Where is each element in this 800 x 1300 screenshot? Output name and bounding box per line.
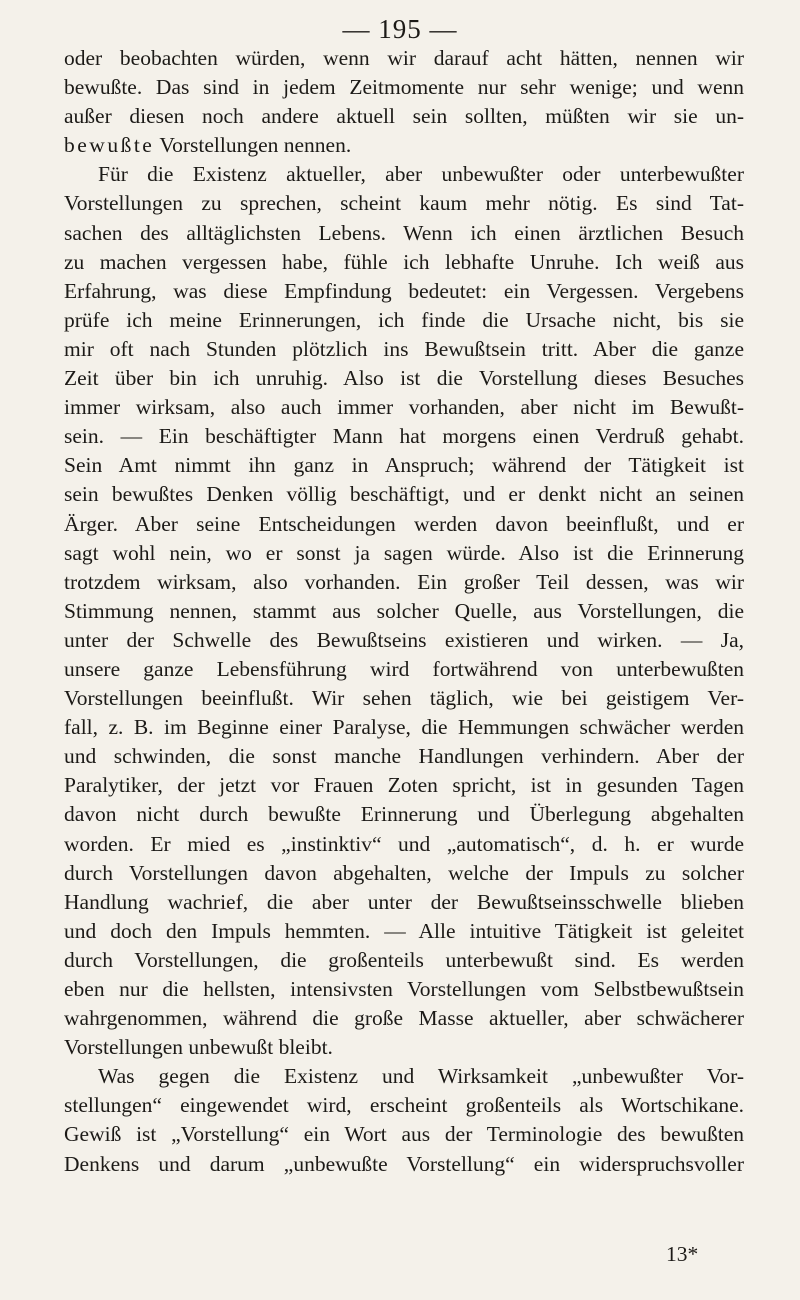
text-line: Was gegen die Existenz und Wirksamkeit „unbewußter Vor- <box>98 1064 744 1089</box>
text-line: außer diesen noch andere aktuell sein sollten, müßten wir sie un- <box>64 104 744 129</box>
text-line: Vorstellungen beeinflußt. Wir sehen täglich, wie bei geistigem Ver- <box>64 686 744 711</box>
text-line: Sein Amt nimmt ihn ganz in Anspruch; während der Tätigkeit ist <box>64 453 744 478</box>
text-line: und doch den Impuls hemmten. — Alle intuitive Tätigkeit ist geleitet <box>64 918 744 943</box>
text-line: fall, z. B. im Beginne einer Paralyse, die Hemmungen schwächer werden <box>64 715 744 740</box>
text-line: Erfahrung, was diese Empfindung bedeutet: ein Vergessen. Vergebens <box>64 278 744 303</box>
text-line: trotzdem wirksam, also vorhanden. Ein großer Teil dessen, was wir <box>64 569 744 594</box>
text-line: oder beobachten würden, wenn wir darauf acht hätten, nennen wir <box>64 46 744 70</box>
text-line: bewußte Vorstellungen nennen. <box>64 133 352 158</box>
text-line: durch Vorstellungen, die großenteils unterbewußt sind. Es werden <box>64 947 744 972</box>
text-line: eben nur die hellsten, intensivsten Vorstellungen vom Selbstbewußtsein <box>64 977 744 1001</box>
text-line: unsere ganze Lebensführung wird fortwährend von unterbewußten <box>64 656 744 681</box>
text-line: Vorstellungen zu sprechen, scheint kaum mehr nötig. Es sind Tat- <box>64 191 744 216</box>
sheet-signature: 13* <box>666 1242 699 1266</box>
text-line: prüfe ich meine Erinnerungen, ich finde die Ursache nicht, bis sie <box>64 307 744 332</box>
text-line: sachen des alltäglichsten Lebens. Wenn ich einen ärztlichen Besuch <box>64 220 744 245</box>
text-line: unter der Schwelle des Bewußtseins existieren und wirken. — Ja, <box>64 627 744 652</box>
text-line: Denkens und darum „unbewußte Vorstellung“ ein widerspruchsvoller <box>64 1151 744 1176</box>
text-line: Stimmung nennen, stammt aus solcher Quelle, aus Vorstellungen, die <box>64 598 744 623</box>
text-line: sein bewußtes Denken völlig beschäftigt, und er denkt nicht an seinen <box>64 482 744 507</box>
text-line: wahrgenommen, während die große Masse aktueller, aber schwächerer <box>64 1006 744 1031</box>
text-line: Zeit über bin ich unruhig. Also ist die Vorstellung dieses Besuches <box>64 366 744 391</box>
text-line: durch Vorstellungen davon abgehalten, welche der Impuls zu solcher <box>64 860 744 885</box>
text-line: worden. Er mied es „instinktiv“ und „automatisch“, d. h. er wurde <box>64 831 744 856</box>
text-line: sein. — Ein beschäftigter Mann hat morgens einen Verdruß gehabt. <box>64 424 744 449</box>
text-line: mir oft nach Stunden plötzlich ins Bewußtsein tritt. Aber die ganze <box>64 336 744 361</box>
text-line: Für die Existenz aktueller, aber unbewußter oder unterbewußter <box>98 162 744 187</box>
text-line: bewußte. Das sind in jedem Zeitmomente nur sehr wenige; und wenn <box>64 75 744 100</box>
text-line: Ärger. Aber seine Entscheidungen werden davon beeinflußt, und er <box>64 511 744 536</box>
text-line: Paralytiker, der jetzt vor Frauen Zoten spricht, ist in gesunden Tagen <box>64 773 744 798</box>
text-line: zu machen vergessen habe, fühle ich lebhafte Unruhe. Ich weiß aus <box>64 249 744 274</box>
text-line: und schwinden, die sonst manche Handlungen verhindern. Aber der <box>64 744 744 769</box>
text-line: davon nicht durch bewußte Erinnerung und Überlegung abgehalten <box>64 802 744 827</box>
text-line: Gewiß ist „Vorstellung“ ein Wort aus der Terminologie des bewußten <box>64 1122 744 1147</box>
text-line: Vorstellungen unbewußt bleibt. <box>64 1035 333 1060</box>
text-line: Handlung wachrief, die aber unter der Bewußtseinsschwelle blieben <box>64 889 744 914</box>
page-number: — 195 — <box>342 14 458 44</box>
body-text <box>64 44 744 1179</box>
text-line: stellungen“ eingewendet wird, erscheint großenteils als Wortschikane. <box>64 1093 744 1118</box>
emphasized-word: bewußte <box>64 133 155 158</box>
text-line: immer wirksam, also auch immer vorhanden, aber nicht im Bewußt- <box>64 395 744 420</box>
text-line: sagt wohl nein, wo er sonst ja sagen würde. Also ist die Erinnerung <box>64 540 744 565</box>
